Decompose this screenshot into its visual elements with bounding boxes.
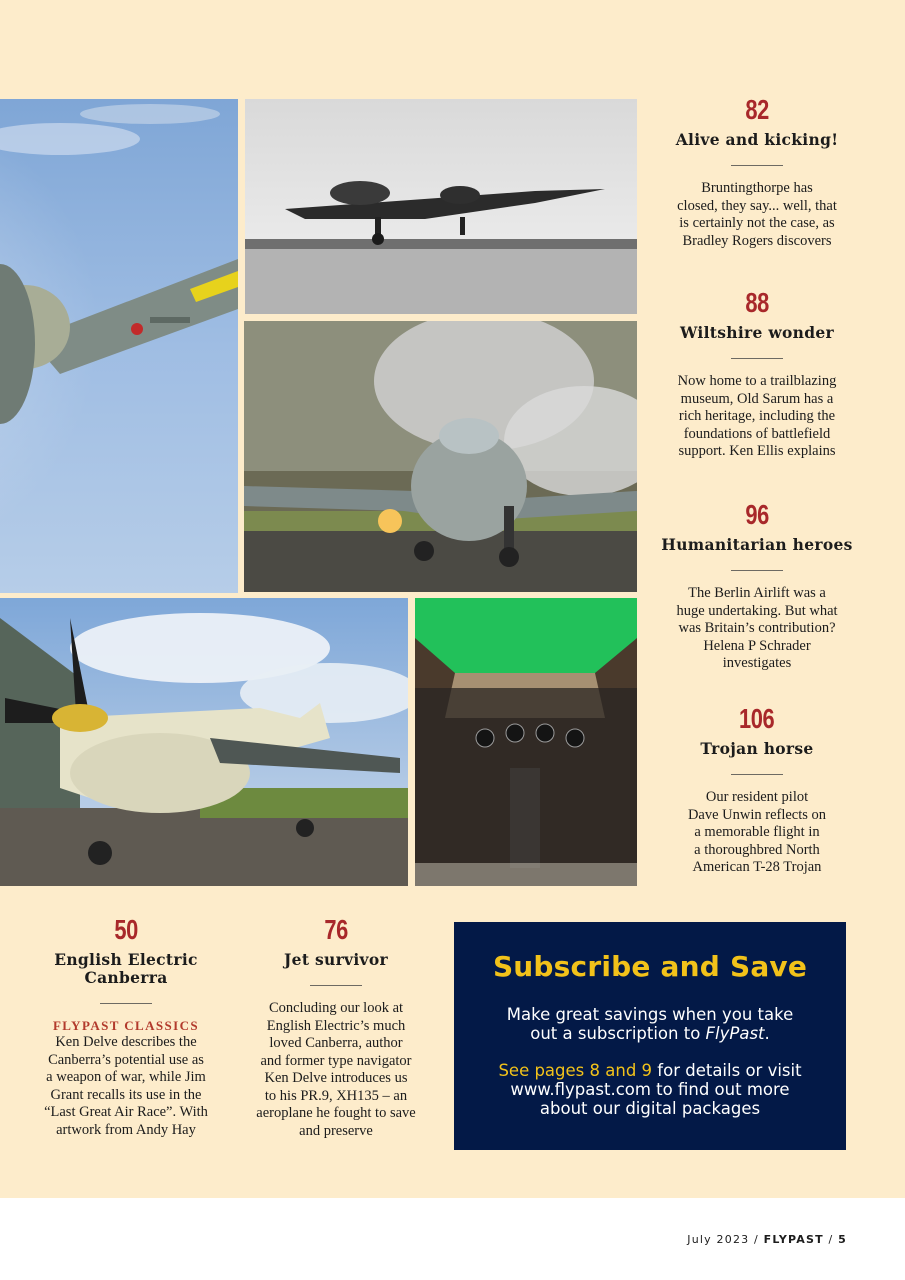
vampire-engine-start-photo (244, 321, 637, 592)
article-82[interactable] (660, 95, 854, 250)
gannet-museum-photo (0, 598, 408, 886)
article-summary: Ken Delve describes the Canberra’s potential use as a weapon of war, while Jim Grant recalls its use in the “Last Great Air Race”. With artwork from Andy Hay (44, 1034, 208, 1138)
article-title: Humanitarian heroes (661, 535, 853, 554)
subscribe-title: Subscribe and Save (492, 950, 808, 983)
article-title: Wiltshire wonder (680, 323, 834, 342)
article-summary: Our resident pilot Dave Unwin reflects on a memorable flight in a thoroughbred North American T-28 Trojan (687, 789, 827, 875)
subscribe-details-text: See pages 8 and 9 for details or visit www.flypast.com to find out more about our digital packages (454, 1061, 846, 1118)
article-page-number: 88 (745, 287, 769, 318)
article-106[interactable] (660, 704, 854, 877)
website-link[interactable]: www.flypast.com to find out more (510, 1080, 790, 1099)
canberra-takeoff-bw-photo (245, 99, 637, 314)
article-page-number: 106 (739, 703, 775, 734)
magazine-name: FLYPAST (763, 1233, 824, 1246)
article-96[interactable] (660, 500, 854, 673)
subscribe-promo-box[interactable] (454, 922, 846, 1150)
article-title: English Electric Canberra (54, 950, 198, 987)
divider (731, 165, 783, 166)
divider (731, 358, 783, 359)
divider (731, 570, 783, 571)
article-title: Alive and kicking! (675, 130, 839, 149)
subscribe-offer-text: Make great savings when you take out a subscription to FlyPast. (506, 1005, 794, 1043)
page-footer: July 2023 / FLYPAST / 5 (687, 1233, 847, 1246)
spitfire-propeller-photo (0, 99, 238, 593)
issue-date: July 2023 (687, 1233, 750, 1246)
article-summary: The Berlin Airlift was a huge undertaking. But what was Britain’s contribution? Helena P Schrader investigates (676, 585, 838, 671)
divider (310, 985, 362, 986)
article-page-number: 82 (745, 94, 769, 125)
page-number: 5 (838, 1233, 847, 1246)
divider (100, 1003, 152, 1004)
section-kicker: FLYPAST CLASSICS (52, 1018, 200, 1033)
divider (731, 774, 783, 775)
pages-reference-link[interactable]: See pages 8 and 9 (498, 1061, 653, 1080)
article-title: Trojan horse (700, 739, 814, 758)
article-summary: Bruntingthorpe has closed, they say... well, that is certainly not the case, as Bradley Rogers discovers (677, 180, 837, 249)
article-title: Jet survivor (284, 950, 388, 969)
article-page-number: 76 (324, 914, 348, 945)
article-page-number: 96 (745, 499, 769, 530)
article-page-number: 50 (114, 914, 138, 945)
cockpit-interior-photo (415, 598, 637, 886)
article-76[interactable] (240, 915, 432, 1140)
article-summary: Concluding our look at English Electric’s much loved Canberra, author and former type navigator Ken Delve introduces us to his PR.9, XH135 – an aeroplane he fought to save and preserve (256, 1000, 416, 1139)
article-summary: Now home to a trailblazing museum, Old Sarum has a rich heritage, including the foundations of battlefield support. Ken Ellis explains (677, 373, 837, 459)
article-50[interactable] (30, 915, 222, 1139)
article-88[interactable] (660, 288, 854, 461)
